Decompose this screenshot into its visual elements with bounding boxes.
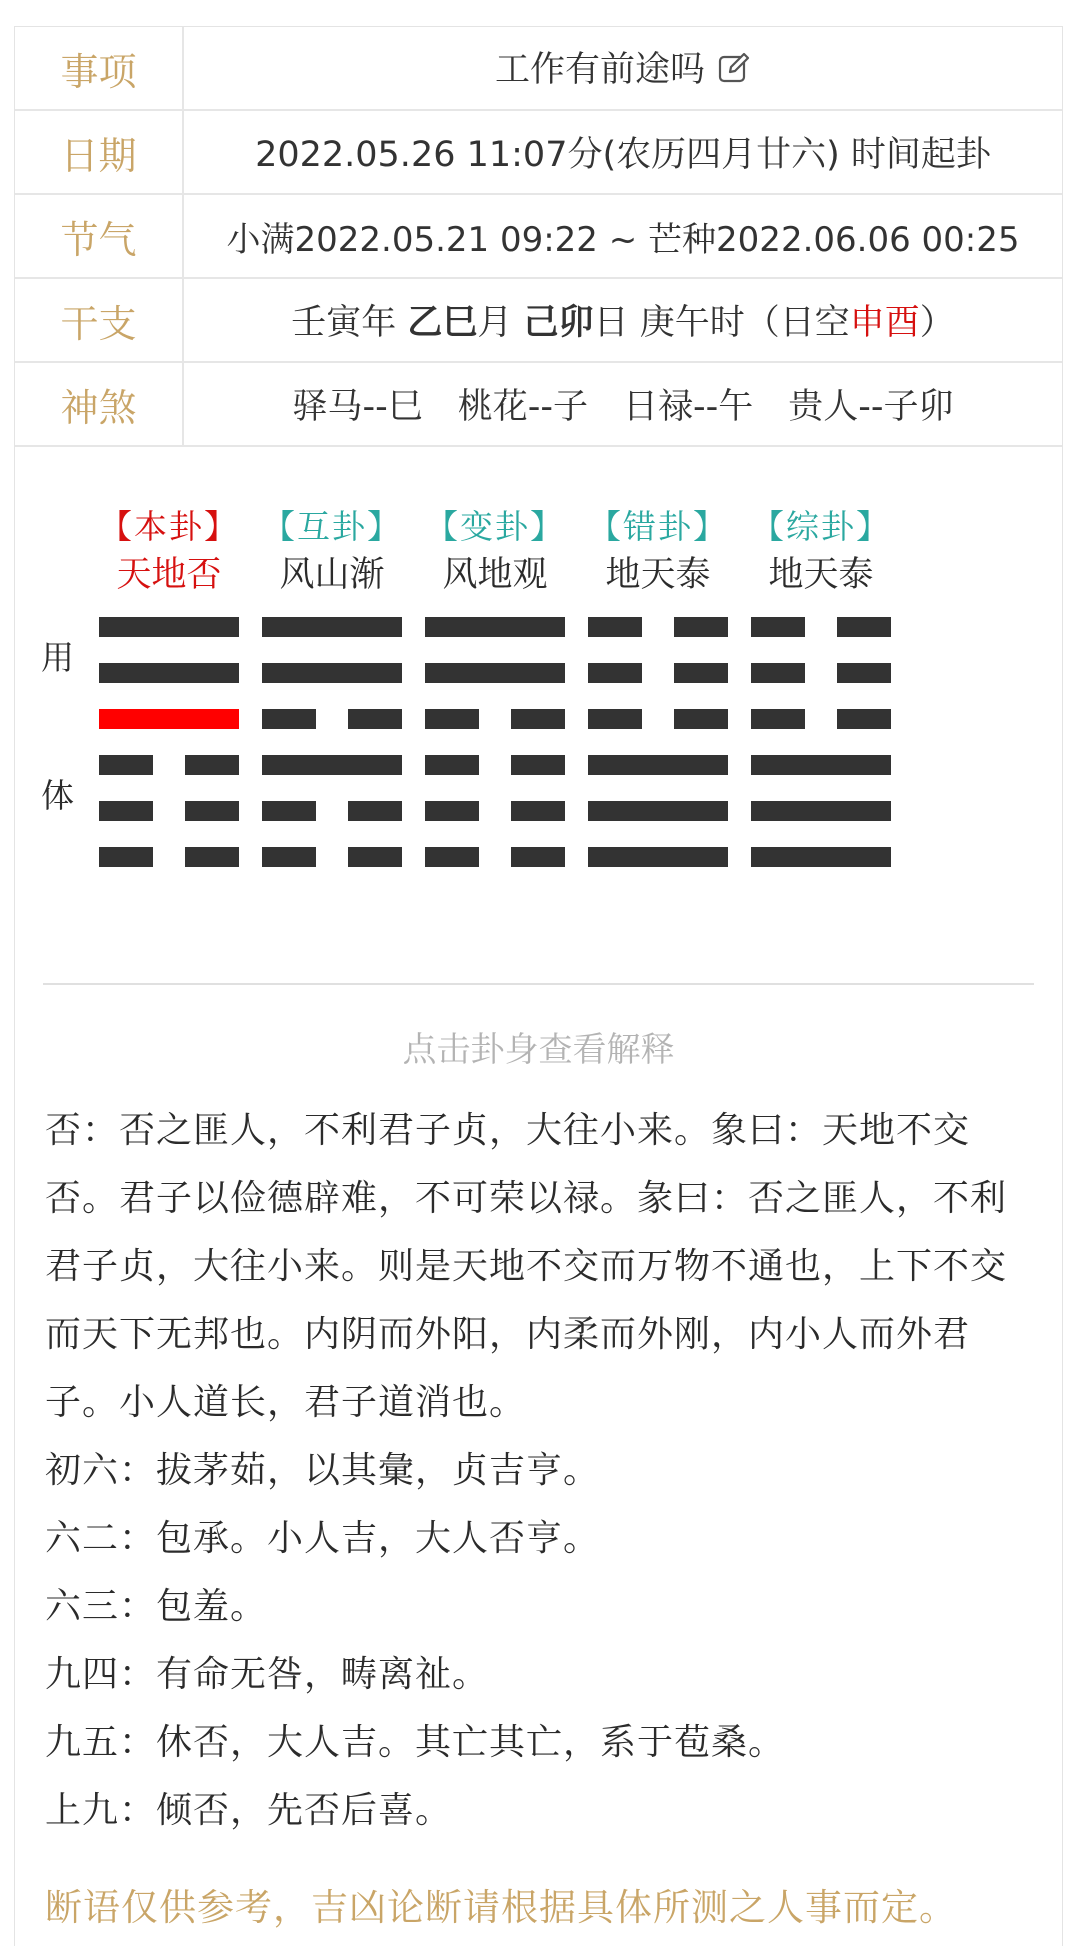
- yang-segment: [262, 755, 402, 775]
- hexagram-type-label: 【错卦】: [588, 507, 728, 546]
- yang-line: [425, 617, 565, 637]
- yin-line: [425, 847, 565, 867]
- yao-text: 六二：包承。小人吉，大人否亨。: [45, 1518, 601, 1559]
- yin-segment: [588, 617, 642, 637]
- yin-segment: [262, 847, 316, 867]
- yang-line: [425, 663, 565, 683]
- yang-line: [588, 755, 728, 775]
- side-label-lower: 体: [41, 776, 74, 815]
- yin-segment: [99, 847, 153, 867]
- yao-text: 初六：拔茅茹，以其彙，贞吉亨。: [45, 1450, 601, 1491]
- yang-segment: [262, 617, 402, 637]
- hexagram-type-label: 【本卦】: [99, 507, 239, 546]
- yang-segment: [99, 709, 239, 729]
- yin-segment: [674, 663, 728, 683]
- yin-segment: [751, 709, 805, 729]
- yin-segment: [511, 801, 565, 821]
- yin-segment: [185, 801, 239, 821]
- yin-line: [99, 755, 239, 775]
- yao-list: [45, 1437, 1035, 1845]
- yang-segment: [751, 847, 891, 867]
- yang-line: [262, 755, 402, 775]
- hexagram-type-label: 【变卦】: [425, 507, 565, 546]
- yang-segment: [751, 801, 891, 821]
- yang-line: [99, 663, 239, 683]
- yang-line: [588, 847, 728, 867]
- yin-segment: [837, 663, 891, 683]
- divider: [43, 983, 1034, 985]
- yang-segment: [425, 663, 565, 683]
- divination-card: [14, 26, 1063, 1946]
- edit-icon[interactable]: [717, 51, 751, 94]
- hexagram-1[interactable]: [99, 447, 239, 887]
- yin-segment: [588, 663, 642, 683]
- ganzhi-hour: 庚午时: [639, 303, 745, 343]
- yin-segment: [837, 709, 891, 729]
- yang-segment: [99, 663, 239, 683]
- ganzhi-day-stem: 己卯: [523, 303, 594, 343]
- date-value: 2022.05.26 11:07分(农历四月廿六) 时间起卦: [183, 110, 1062, 194]
- yang-line: [751, 801, 891, 821]
- hexagram-type-label: 【综卦】: [751, 507, 891, 546]
- ganzhi-month-stem: 乙巳: [407, 303, 478, 343]
- yang-segment: [588, 755, 728, 775]
- yin-line: [425, 801, 565, 821]
- yin-line: [262, 709, 402, 729]
- yang-line: [588, 801, 728, 821]
- yang-segment: [588, 847, 728, 867]
- yin-segment: [262, 801, 316, 821]
- judgement-text: 否：否之匪人，不利君子贞，大往小来。象曰：天地不交否。君子以俭德辟难，不可荣以禄。彖曰：否之匪人，不利君子贞，大往小来。则是天地不交而万物不通也，上下不交而天下无邦也。内阴而外阳，内柔而外刚，内小人而外君子。小人道长，君子道消也。: [45, 1110, 1008, 1423]
- hexagram-4[interactable]: [588, 447, 728, 887]
- hexagram-type-label: 【互卦】: [262, 507, 402, 546]
- yao-text: 上九：倾否，先否后喜。: [45, 1790, 453, 1831]
- yin-segment: [511, 755, 565, 775]
- yin-segment: [425, 801, 479, 821]
- yin-segment: [348, 709, 402, 729]
- ganzhi-value: [183, 278, 1062, 362]
- hexagram-5[interactable]: [751, 447, 891, 887]
- info-row-solar-term: [15, 194, 1062, 278]
- ganzhi-void-suffix: ）: [919, 303, 955, 343]
- hexagram-3[interactable]: [425, 447, 565, 887]
- side-label-upper: 用: [41, 638, 74, 677]
- yin-segment: [674, 709, 728, 729]
- yang-segment: [751, 755, 891, 775]
- yin-line: [751, 709, 891, 729]
- yin-line: [588, 663, 728, 683]
- ganzhi-void-prefix: （日空: [744, 303, 850, 343]
- yin-segment: [185, 847, 239, 867]
- yin-line: [425, 755, 565, 775]
- yin-segment: [751, 663, 805, 683]
- yin-segment: [425, 755, 479, 775]
- solar-term-value: 小满2022.05.21 09:22 ~ 芒种2022.06.06 00:25: [183, 194, 1062, 278]
- yin-line: [99, 801, 239, 821]
- label-ganzhi: 干支: [15, 278, 183, 362]
- yin-segment: [99, 801, 153, 821]
- yao-text: 九五：休否，大人吉。其亡其亡，系于苞桑。: [45, 1722, 786, 1763]
- yin-segment: [751, 617, 805, 637]
- yao-text: 九四：有命无咎，畴离祉。: [45, 1654, 490, 1695]
- yin-line: [425, 709, 565, 729]
- yin-line: [588, 709, 728, 729]
- yin-line: [262, 847, 402, 867]
- hexagram-name: 风地观: [442, 555, 548, 595]
- yang-segment: [262, 663, 402, 683]
- ganzhi-year: 壬寅年: [291, 303, 397, 343]
- label-matter: 事项: [15, 27, 183, 110]
- yin-segment: [262, 709, 316, 729]
- yin-segment: [348, 847, 402, 867]
- yin-line: [262, 801, 402, 821]
- hexagram-name: 风山渐: [279, 555, 385, 595]
- matter-value-cell[interactable]: [183, 27, 1062, 110]
- yang-line: [262, 663, 402, 683]
- hexagram-name: 天地否: [116, 555, 222, 595]
- ganzhi-void-branches: 申酉: [849, 303, 920, 343]
- hexagram-area[interactable]: [15, 447, 1062, 987]
- shensha-value: 驿马--巳 桃花--子 日禄--午 贵人--子卯: [183, 362, 1062, 446]
- yin-line: [751, 663, 891, 683]
- yin-segment: [348, 801, 402, 821]
- yin-segment: [99, 755, 153, 775]
- yang-segment: [588, 801, 728, 821]
- ganzhi-month-suffix: 月: [477, 303, 513, 343]
- interpretation: [45, 1097, 1035, 1845]
- yin-segment: [837, 617, 891, 637]
- yin-segment: [511, 709, 565, 729]
- hint-text: 点击卦身查看解释: [402, 1030, 675, 1070]
- yin-segment: [185, 755, 239, 775]
- yin-segment: [588, 709, 642, 729]
- yang-segment: [99, 617, 239, 637]
- label-shensha: 神煞: [15, 362, 183, 446]
- label-date: 日期: [15, 110, 183, 194]
- info-table: [15, 27, 1062, 447]
- matter-value: 工作有前途吗: [494, 50, 705, 90]
- label-solar-term: 节气: [15, 194, 183, 278]
- yang-line: [751, 847, 891, 867]
- yin-segment: [511, 847, 565, 867]
- yin-segment: [425, 847, 479, 867]
- yin-line: [99, 847, 239, 867]
- yang-segment: [425, 617, 565, 637]
- info-row-date: [15, 110, 1062, 194]
- yao-text: 六三：包羞。: [45, 1586, 268, 1627]
- yin-segment: [674, 617, 728, 637]
- yin-line: [588, 617, 728, 637]
- info-row-ganzhi: [15, 278, 1062, 362]
- info-row-matter: [15, 27, 1062, 110]
- yang-line: [262, 617, 402, 637]
- yin-line: [751, 617, 891, 637]
- ganzhi-day-suffix: 日: [593, 303, 629, 343]
- hexagram-name: 地天泰: [605, 555, 711, 595]
- yang-line: [99, 617, 239, 637]
- yang-line: [751, 755, 891, 775]
- disclaimer: 断语仅供参考，吉凶论断请根据具体所测之人事而定。: [45, 1886, 957, 1929]
- yin-segment: [425, 709, 479, 729]
- yang-line-moving: [99, 709, 239, 729]
- hexagram-name: 地天泰: [768, 555, 874, 595]
- hexagram-2[interactable]: [262, 447, 402, 887]
- info-row-shensha: [15, 362, 1062, 446]
